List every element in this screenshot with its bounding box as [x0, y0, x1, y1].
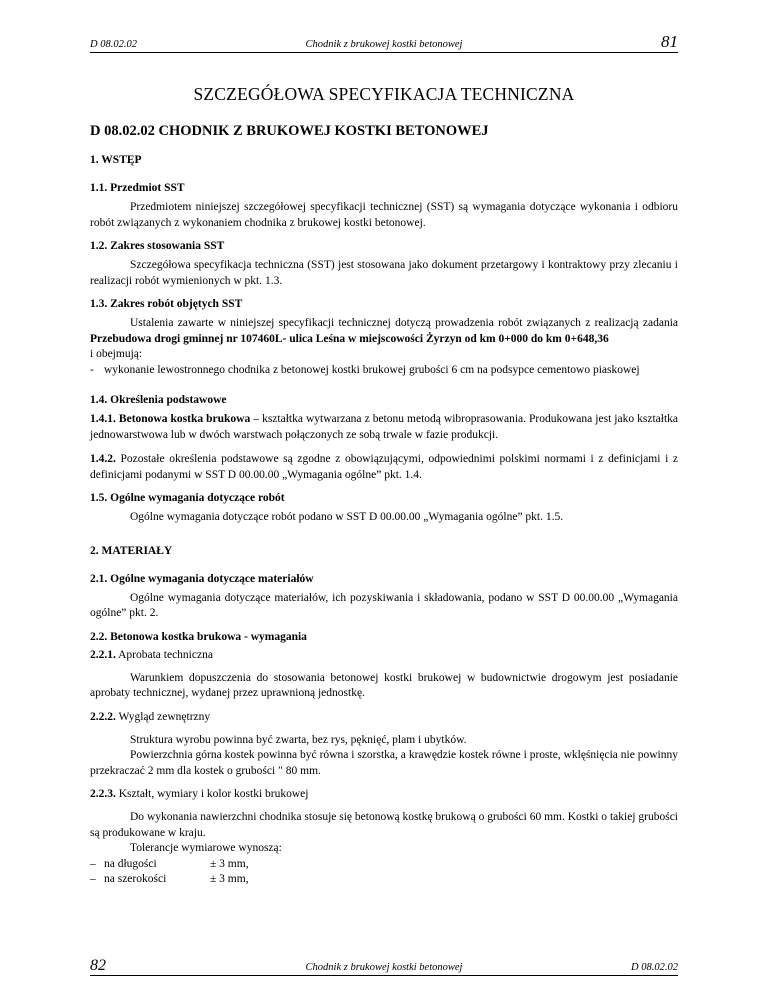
section-2-2-2-heading: 2.2.2. Wygląd zewnętrzny [90, 710, 211, 723]
section-1-1-text: Przedmiotem niniejszej szczegółowej specyfikacji technicznej (SST) są wymagania dotyczące wykonania i odbioru robót związanych z wykonaniem chodnika z brukowej kostki betonowej. [90, 201, 678, 229]
footer-doc-code: D 08.02.02 [631, 962, 678, 973]
task-name: Przebudowa drogi gminnej nr 107460L- ulica Leśna w miejscowości Żyrzyn od km 0+000 do km 0+648,36 [90, 332, 609, 345]
footer-title: Chodnik z brukowej kostki betonowej [305, 962, 463, 973]
section-2-2-2-text-1: Struktura wyrobu powinna być zwarta, bez rys, pęknięć, plam i ubytków. [130, 733, 467, 746]
bullet-mark: - [90, 363, 94, 376]
footer-page-number: 82 [90, 957, 106, 974]
document-body [90, 62, 678, 888]
page-footer [90, 953, 678, 976]
section-2-2-1-text: Warunkiem dopuszczenia do stosowania betonowej kostki brukowej w budownictwie drogowym jest posiadanie aprobaty technicznej, wydanej przez uprawnioną jednostkę. [90, 671, 678, 700]
tolerance-row: – na szerokości ± 3 mm, [90, 873, 249, 886]
section-2-2-1-heading: 2.2.1. Aprobata techniczna [90, 648, 213, 661]
doc-heading: D 08.02.02 CHODNIK Z BRUKOWEJ KOSTKI BETONOWEJ [90, 123, 489, 139]
section-1-2-heading: 1.2. Zakres stosowania SST [90, 240, 225, 253]
section-1-3-scope-intro: i obejmują: [90, 348, 143, 361]
section-1-4-2-text: 1.4.2. Pozostałe określenia podstawowe są zgodne z obowiązującymi, odpowiednimi polskimi normami i z definicjami i z definicjami podanymi w SST D 00.00.00 „Wymagania ogólne” pkt. 1.4. [90, 453, 678, 481]
header-title: Chodnik z brukowej kostki betonowej [305, 39, 463, 50]
section-1-2-text: Szczegółowa specyfikacja techniczna (SST) jest stosowana jako dokument przetargowy i kontraktowy przy zlecaniu i realizacji robót wymienionych w pkt. 1.3. [90, 259, 678, 287]
section-1-4-1-text: 1.4.1. Betonowa kostka brukowa – kształtka wytwarzana z betonu metodą wibroprasowania. Produkowana jest jako kształtka jednowarstwowa lub w dwóch warstwach połączonych ze sobą trwale w fazie produkcji. [90, 413, 679, 441]
section-2-1-heading: 2.1. Ogólne wymagania dotyczące materiałów [90, 572, 314, 585]
scope-list-item: - wykonanie lewostronnego chodnika z betonowej kostki brukowej grubości 6 cm na podsypce cementowo piaskowej [90, 363, 678, 379]
section-1-1-heading: 1.1. Przedmiot SST [90, 182, 185, 194]
page-header [90, 30, 678, 53]
section-1-5-text: Ogólne wymagania dotyczące robót podano w SST D 00.00.00 „Wymagania ogólne” pkt. 1.5. [130, 511, 564, 524]
header-page-number: 81 [661, 32, 678, 51]
section-2-2-3-text-2: Tolerancje wymiarowe wynoszą: [130, 842, 282, 855]
section-2-heading: 2. MATERIAŁY [90, 544, 173, 557]
section-2-1-text: Ogólne wymagania dotyczące materiałów, ich pozyskiwania i składowania, podano w SST D 00.00.00 „Wymagania ogólne” pkt. 2. [90, 591, 678, 620]
section-1-3-heading: 1.3. Zakres robót objętych SST [90, 298, 243, 311]
section-1-heading: 1. WSTĘP [90, 154, 142, 166]
section-2-2-2-text-2: Powierzchnia górna kostek powinna być równa i szorstka, a krawędzie kostek równe i proste, wklęśnięcia nie powinny przekraczać 2 mm dla kostek o grubości ″ 80 mm. [90, 749, 678, 777]
section-1-4-heading: 1.4. Określenia podstawowe [90, 394, 227, 407]
main-title: SZCZEGÓŁOWA SPECYFIKACJA TECHNICZNA [193, 84, 575, 104]
section-2-2-3-heading: 2.2.3. Kształt, wymiary i kolor kostki brukowej [90, 788, 309, 801]
term-betonowa-kostka: Betonowa kostka brukowa [118, 413, 251, 426]
section-1-5-heading: 1.5. Ogólne wymagania dotyczące robót [90, 492, 285, 505]
header-doc-code: D 08.02.02 [90, 39, 137, 50]
section-1-3-text: Ustalenia zawarte w niniejszej specyfikacji technicznej dotyczą prowadzenia robót związanych z realizacją zadania Przebudowa drogi gminnej nr 107460L- ulica Leśna w miejscowości Żyrzyn od km 0+000 do km 0+648,36 [90, 317, 678, 345]
section-2-2-heading: 2.2. Betonowa kostka brukowa - wymagania [90, 630, 307, 643]
tolerance-row: – na długości ± 3 mm, [90, 857, 249, 870]
section-2-2-3-text-1: Do wykonania nawierzchni chodnika stosuje się betonową kostkę brukową o grubości 60 mm. Kostki o takiej grubości są produkowane w kraju. [90, 811, 678, 839]
